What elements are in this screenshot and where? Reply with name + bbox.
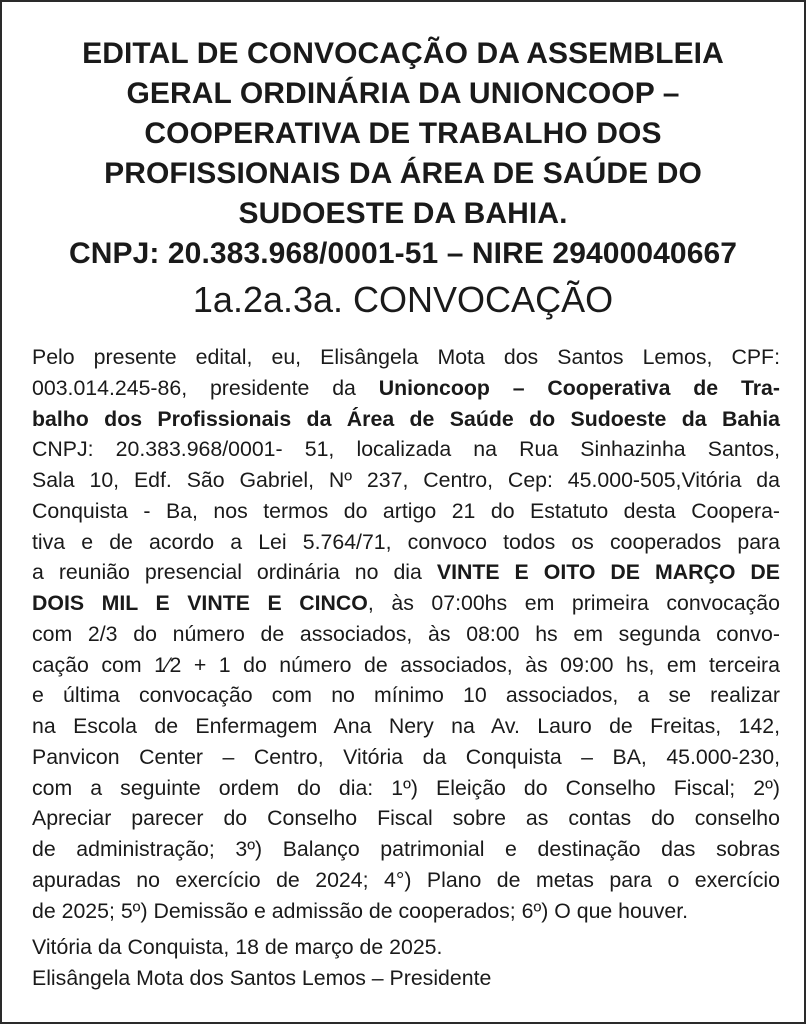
body-text: 003.014.245-86, presidente da <box>32 375 379 400</box>
document-title <box>22 34 784 274</box>
body-line: Apreciar parecer do Conselho Fiscal sobre as contas do conselho <box>32 806 780 831</box>
body-line: com 2/3 do número de associados, às 08:00 hs em segunda convo- <box>32 621 780 646</box>
body-text: a reunião presencial ordinária no dia <box>32 560 437 585</box>
meeting-date: VINTE E OITO DE MARÇO DE <box>436 560 780 585</box>
body-line: CNPJ: 20.383.968/0001- 51, localizada na Rua Sinhazinha Santos, <box>32 437 780 462</box>
title-line: COOPERATIVA DE TRABALHO DOS <box>144 117 662 150</box>
convocation-heading: 1a.2a.3a. CONVOCAÇÃO <box>192 279 614 320</box>
body-line <box>32 373 780 404</box>
signer-name: Elisângela Mota dos Santos Lemos – Presidente <box>32 965 492 990</box>
meeting-date-cont: DOIS MIL E VINTE E CINCO <box>32 591 368 615</box>
body-line: e última convocação com no mínimo 10 associados, a se realizar <box>32 683 780 708</box>
body-line: de administração; 3º) Balanço patrimonial e destinação das sobras <box>32 837 780 861</box>
body-line: apuradas no exercício de 2024; 4°) Plano de metas para o exercício <box>32 867 780 892</box>
body-line: cação com 1⁄2 + 1 do número de associados, às 09:00 hs, em terceira <box>32 652 780 677</box>
body-text: , às 07:00hs em primeira convocação <box>367 591 781 615</box>
signature-block <box>32 932 780 994</box>
body-line: com a seguinte ordem do dia: 1º) Eleição do Conselho Fiscal; 2º) <box>32 775 780 800</box>
title-line: GERAL ORDINÁRIA DA UNIONCOOP – <box>126 77 680 110</box>
title-cnpj-line: CNPJ: 20.383.968/0001-51 – NIRE 29400040667 <box>68 237 738 270</box>
body-line: Panvicon Center – Centro, Vitória da Conquista – BA, 45.000-230, <box>32 744 780 769</box>
body-line: na Escola de Enfermagem Ana Nery na Av. Lauro de Freitas, 142, <box>32 714 780 738</box>
title-line: SUDOESTE DA BAHIA. <box>238 197 568 230</box>
title-line: PROFISSIONAIS DA ÁREA DE SAÚDE DO <box>104 157 702 190</box>
title-line: EDITAL DE CONVOCAÇÃO DA ASSEMBLEIA <box>82 37 724 70</box>
body-line: Conquista - Ba, nos termos do artigo 21 do Estatuto desta Coopera- <box>32 498 780 523</box>
cooperative-name: Unioncoop – Cooperativa de Tra- <box>378 375 780 400</box>
cooperative-name-cont: balho dos Profissionais da Área de Saúde do Sudoeste da Bahia <box>32 406 780 431</box>
body-line: tiva e de acordo a Lei 5.764/71, convoco todos os cooperados para <box>32 529 780 554</box>
body-line <box>32 588 780 619</box>
body-line: de 2025; 5º) Demissão e admissão de cooperados; 6º) O que houver. <box>32 898 689 923</box>
body-line <box>32 557 780 588</box>
body-paragraph <box>32 342 780 926</box>
place-date: Vitória da Conquista, 18 de março de 2025. <box>32 935 443 959</box>
body-line: Pelo presente edital, eu, Elisângela Mota dos Santos Lemos, CPF: <box>32 345 780 369</box>
body-line: Sala 10, Edf. São Gabriel, Nº 237, Centro, Cep: 45.000-505,Vitória da <box>32 468 780 492</box>
